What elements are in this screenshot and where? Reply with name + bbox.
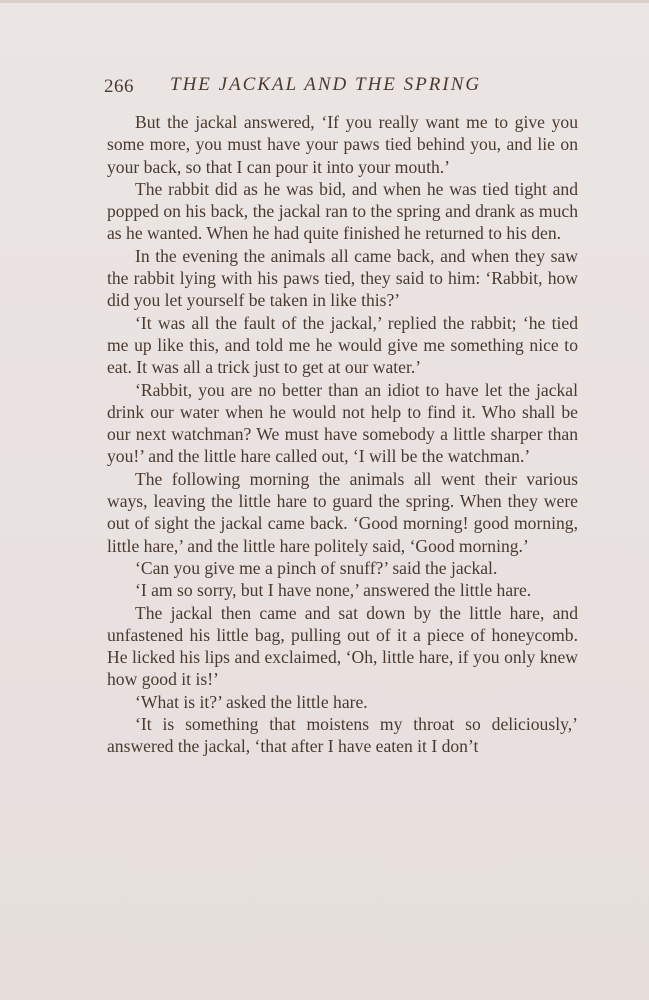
paragraph-continued: ‘It is something that moistens my throat so deliciously,’ answered the jackal, ‘that after I have eaten it I don’t [107, 714, 578, 757]
running-title: THE JACKAL AND THE SPRING [170, 74, 482, 95]
paragraph: The following morning the animals all went their various ways, leaving the little hare to guard the spring. When they were out of sight the jackal came back. ‘Good morning! good morning, little hare,’ and the little hare politely said, ‘Good morning.’ [107, 468, 578, 556]
paragraph: The rabbit did as he was bid, and when he was tied tight and popped on his back, the jackal ran to the spring and drank as much as he wanted. When he had quite finished he returned to his den. [107, 178, 578, 244]
paragraph: But the jackal answered, ‘If you really want me to give you some more, you must have your paws tied behind you, and lie on your back, so that I can pour it into your mouth.’ [107, 112, 578, 177]
paragraph: ‘It was all the fault of the jackal,’ replied the rabbit; ‘he tied me up like this, and told me he would give me something nice to eat. It was all a trick just to get at our water.’ [107, 312, 578, 378]
paragraph: The jackal then came and sat down by the little hare, and unfastened his little bag, pulling out of it a piece of honeycomb. He licked his lips and exclaimed, ‘Oh, little hare, if you only knew how good it is!’ [107, 602, 578, 690]
paragraph: ‘Rabbit, you are no better than an idiot to have let the jackal drink our water when he would not help to find it. Who shall be our next watchman? We must have somebody a little sharper than you!’ and the little hare called out, ‘I will be the watchman.’ [107, 379, 578, 467]
paragraph: In the evening the animals all came back, and when they saw the rabbit lying with his paws tied, they said to him: ‘Rabbit, how did you let yourself be taken in like this?’ [107, 245, 578, 311]
paragraph: ‘What is it?’ asked the little hare. [135, 691, 368, 712]
body-text [107, 111, 578, 758]
paragraph: ‘Can you give me a pinch of snuff?’ said the jackal. [135, 557, 498, 578]
page-number: 266 [104, 76, 134, 97]
paragraph: ‘I am so sorry, but I have none,’ answered the little hare. [135, 580, 532, 601]
page-header [104, 72, 534, 102]
page-top-edge [0, 0, 649, 3]
